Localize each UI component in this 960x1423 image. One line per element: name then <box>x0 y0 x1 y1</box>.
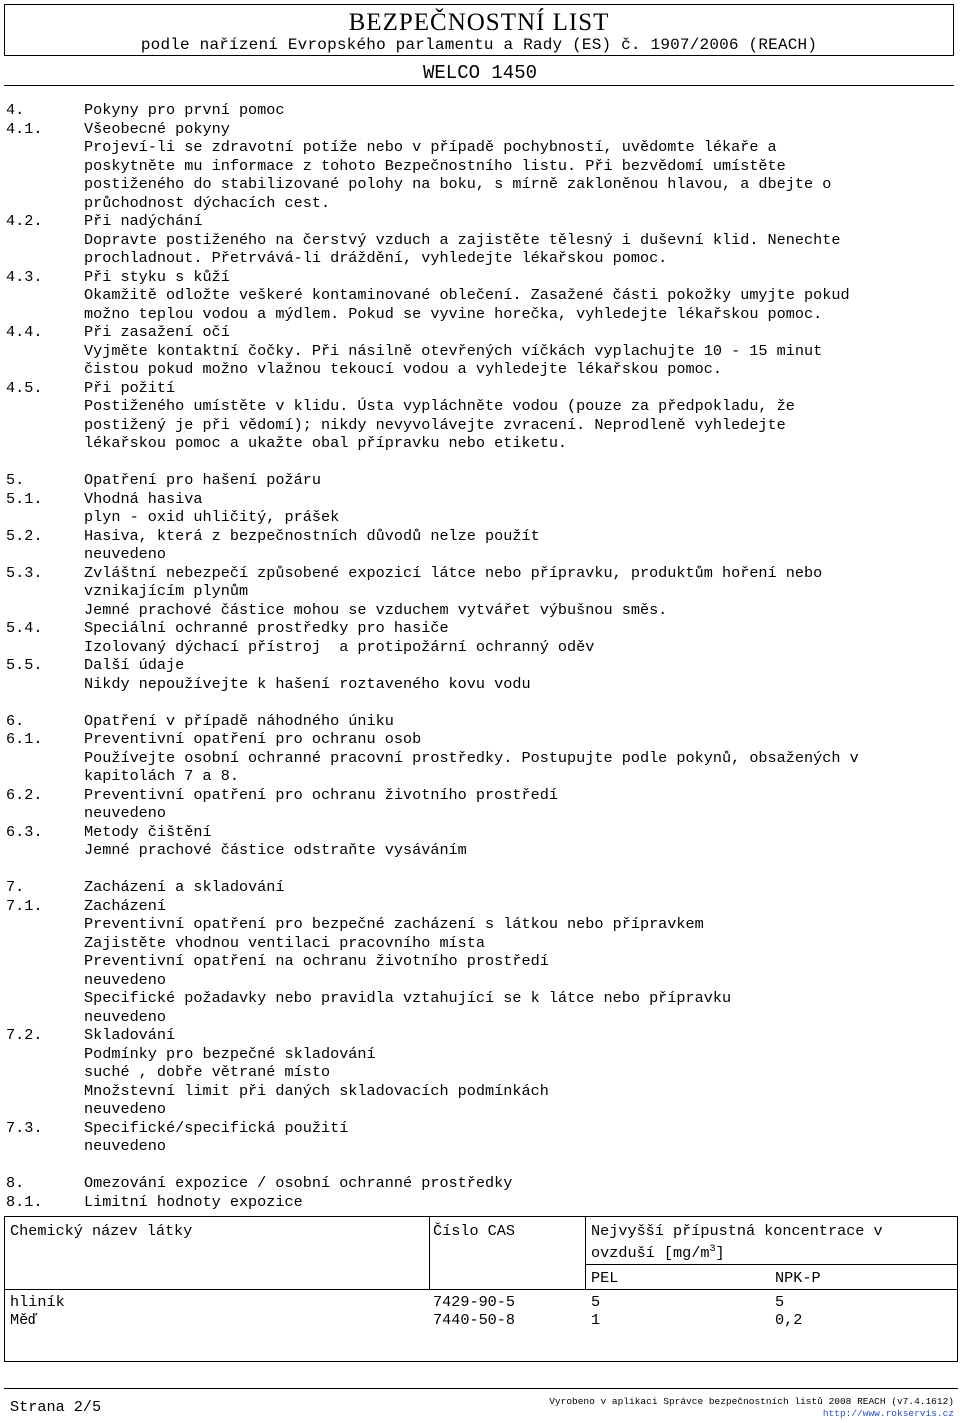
line-text: Opatření pro hašení požáru <box>84 471 321 489</box>
section-text <box>6 342 956 361</box>
line-text: Používejte osobní ochranné pracovní prostředky. Postupujte podle pokynů, obsažených v <box>84 748 859 767</box>
line-text: Další údaje <box>84 656 185 674</box>
section-text <box>6 397 956 416</box>
line-text: Zajistěte vhodnou ventilaci pracovního místa <box>84 933 486 952</box>
section-text <box>6 1100 956 1119</box>
line-text: Jemné prachové částice mohou se vzduchem vytvářet výbušnou směs. <box>84 600 668 619</box>
line-text: čistou pokud možno vlažnou tekoucí vodou a vyhledejte lékařskou pomoc. <box>84 360 722 378</box>
line-text: neuvedeno <box>84 1100 167 1118</box>
table-cell-npk: 0,2 <box>775 1311 803 1329</box>
line-text: Preventivní opatření pro ochranu životního prostředí <box>84 785 558 804</box>
line-text: neuvedeno <box>84 1137 167 1155</box>
line-text: Množstevní limit při daných skladovacích podmínkách <box>84 1081 549 1100</box>
line-text: vznikajícím plynům <box>84 582 249 600</box>
section-number: 5.3. <box>6 563 43 582</box>
line-text: Při zasažení očí <box>84 323 230 341</box>
line-text: Jemné prachové částice odstraňte vysáváním <box>84 841 467 859</box>
line-text: Při styku s kůží <box>84 267 230 286</box>
document-title: BEZPEČNOSTNÍ LIST <box>348 9 610 36</box>
section-text <box>6 434 956 453</box>
line-text: Všeobecné pokyny <box>84 119 230 138</box>
table-cell-name: Měď <box>10 1311 38 1329</box>
section-heading <box>6 490 956 509</box>
section-heading <box>6 564 956 583</box>
line-text: neuvedeno <box>84 804 167 822</box>
footer-divider <box>4 1388 958 1389</box>
section-text <box>6 582 956 601</box>
exposure-limits-table <box>4 1216 958 1362</box>
table-cell-pel: 1 <box>591 1311 601 1329</box>
section-text <box>6 915 956 934</box>
footer-link[interactable]: http://www.rokservis.cz <box>822 1408 954 1419</box>
line-text: Specifické požadavky nebo pravidla vztahující se k látce nebo přípravku <box>84 989 732 1007</box>
document-body <box>6 101 956 1211</box>
line-text: Metody čištění <box>84 822 212 841</box>
section-text <box>6 601 956 620</box>
section-number: 6.2. <box>6 785 43 804</box>
section-text <box>6 157 956 176</box>
table-cell-cas: 7440-50-8 <box>433 1311 516 1329</box>
line-text: lékařskou pomoc a ukažte obal přípravku nebo etiketu. <box>84 434 568 452</box>
section-text <box>6 989 956 1008</box>
line-text: Dopravte postiženého na čerstvý vzduch a zajistěte tělesný i duševní klid. Nenechte <box>84 230 841 249</box>
table-header-limit-line1: Nejvyšší přípustná koncentrace v <box>591 1222 883 1240</box>
section-heading <box>6 527 956 546</box>
section-text <box>6 416 956 435</box>
line-text: Preventivní opatření pro ochranu osob <box>84 730 422 748</box>
section-gap <box>6 693 956 712</box>
line-text: Pokyny pro první pomoc <box>84 101 285 119</box>
section-text <box>6 231 956 250</box>
section-number: 8.1. <box>6 1192 43 1211</box>
section-text <box>6 841 956 860</box>
line-text: postiženého do stabilizované polohy na boku, s mírně zakloněnou hlavou, a dbejte o <box>84 175 832 193</box>
unit-bracket: ] <box>715 1243 725 1262</box>
table-cell-npk: 5 <box>775 1293 785 1311</box>
table-header-limit-line2 <box>591 1241 883 1263</box>
line-text: Při nadýchání <box>84 212 203 230</box>
section-heading <box>6 786 956 805</box>
section-text <box>6 675 956 694</box>
section-heading <box>6 212 956 231</box>
document-header <box>4 4 954 56</box>
section-heading <box>6 101 956 120</box>
section-number: 4.1. <box>6 119 43 138</box>
line-text: Podmínky pro bezpečné skladování <box>84 1044 376 1063</box>
line-text: Speciální ochranné prostředky pro hasiče <box>84 619 449 637</box>
section-heading <box>6 1026 956 1045</box>
footer-credits <box>534 1396 954 1420</box>
line-text: průchodnost dýchacích cest. <box>84 193 331 212</box>
section-number: 8. <box>6 1174 25 1192</box>
section-text <box>6 767 956 786</box>
section-text <box>6 305 956 324</box>
section-gap <box>6 453 956 472</box>
section-number: 6.3. <box>6 822 43 841</box>
section-heading <box>6 730 956 749</box>
table-divider <box>585 1217 586 1289</box>
section-gap <box>6 1156 956 1175</box>
line-text: Okamžitě odložte veškeré kontaminované oblečení. Zasažené části pokožky umyjte pokud <box>84 286 850 304</box>
table-header-divider <box>5 1289 957 1290</box>
section-text <box>6 175 956 194</box>
line-text: plyn - oxid uhličitý, prášek <box>84 508 340 526</box>
section-heading <box>6 323 956 342</box>
line-text: Nikdy nepoužívejte k hašení roztaveného kovu vodu <box>84 674 531 693</box>
section-heading <box>6 471 956 490</box>
table-header-pel: PEL <box>591 1269 619 1287</box>
section-heading <box>6 1174 956 1193</box>
line-text: Skladování <box>84 1026 176 1044</box>
header-divider <box>4 85 954 86</box>
line-text: postižený je při vědomí); nikdy nevyvolávejte zvracení. Neprodleně vyhledejte <box>84 415 786 434</box>
section-number: 4. <box>6 101 25 119</box>
table-subheader-divider <box>585 1264 957 1265</box>
table-cell-cas: 7429-90-5 <box>433 1293 516 1311</box>
line-text: prochladnout. Přetrvává-li dráždění, vyhledejte lékařskou pomoc. <box>84 249 668 267</box>
line-text: Preventivní opatření pro bezpečné zacházení s látkou nebo přípravkem <box>84 915 704 933</box>
section-text <box>6 138 956 157</box>
line-text: poskytněte mu informace z tohoto Bezpečnostního listu. Při bezvědomí umístěte <box>84 156 786 175</box>
line-text: Při požití <box>84 378 176 397</box>
section-text <box>6 952 956 971</box>
section-text <box>6 971 956 990</box>
line-text: Preventivní opatření na ochranu životního prostředí <box>84 952 549 970</box>
section-number: 7. <box>6 878 25 896</box>
section-text <box>6 934 956 953</box>
product-name: WELCO 1450 <box>422 62 538 84</box>
section-text <box>6 749 956 768</box>
section-text <box>6 1045 956 1064</box>
table-header-npk: NPK-P <box>775 1269 821 1287</box>
section-text <box>6 545 956 564</box>
section-heading <box>6 712 956 731</box>
table-header-cas: Číslo CAS <box>433 1222 516 1240</box>
table-divider <box>429 1217 430 1289</box>
line-text: suché , dobře větrané místo <box>84 1063 331 1081</box>
line-text: Izolovaný dýchací přístroj a protipožární ochranný oděv <box>84 637 595 656</box>
section-heading <box>6 823 956 842</box>
section-text <box>6 286 956 305</box>
section-number: 5.1. <box>6 489 43 508</box>
generator-text: Vyrobeno v aplikaci Správce bezpečnostních listů 2008 REACH (v7.4.1612) <box>549 1396 954 1407</box>
section-text <box>6 1082 956 1101</box>
line-text: Opatření v případě náhodného úniku <box>84 711 394 730</box>
line-text: Vhodná hasiva <box>84 489 203 508</box>
section-heading <box>6 1119 956 1138</box>
unit-superscript: 3 <box>709 1243 716 1255</box>
line-text: neuvedeno <box>84 970 167 989</box>
line-text: Zvláštní nebezpečí způsobené expozicí látce nebo přípravku, produktům hoření nebo <box>84 563 823 582</box>
section-number: 7.1. <box>6 896 43 915</box>
line-text: Postiženého umístěte v klidu. Ústa vypláchněte vodou (pouze za předpokladu, že <box>84 397 795 415</box>
section-text <box>6 1137 956 1156</box>
line-text: možno teplou vodou a mýdlem. Pokud se vyvine horečka, vyhledejte lékařskou pomoc. <box>84 304 823 323</box>
page-number: Strana 2/5 <box>10 1398 102 1416</box>
line-text: Zacházení a skladování <box>84 878 285 896</box>
line-text: Zacházení <box>84 896 167 915</box>
section-heading <box>6 268 956 287</box>
table-cell-name: hliník <box>10 1293 65 1311</box>
section-heading <box>6 379 956 398</box>
section-heading <box>6 619 956 638</box>
section-text <box>6 508 956 527</box>
section-heading <box>6 897 956 916</box>
section-text <box>6 1008 956 1027</box>
document-subtitle: podle nařízení Evropského parlamentu a Rady (ES) č. 1907/2006 (REACH) <box>140 36 818 54</box>
section-number: 4.4. <box>6 323 43 341</box>
section-heading <box>6 878 956 897</box>
section-heading <box>6 656 956 675</box>
line-text: neuvedeno <box>84 1007 167 1026</box>
section-number: 6.1. <box>6 730 43 748</box>
section-number: 4.2. <box>6 212 43 230</box>
line-text: Omezování expozice / osobní ochranné prostředky <box>84 1174 513 1192</box>
section-number: 4.3. <box>6 267 43 286</box>
section-text <box>6 1063 956 1082</box>
line-text: Specifické/specifická použití <box>84 1118 349 1137</box>
line-text: Limitní hodnoty expozice <box>84 1192 303 1211</box>
line-text: Hasiva, která z bezpečnostních důvodů nelze použít <box>84 526 540 545</box>
section-heading <box>6 1193 956 1212</box>
section-text <box>6 249 956 268</box>
unit-text: ovzduší [mg/m <box>591 1243 710 1262</box>
section-text <box>6 360 956 379</box>
table-header-name: Chemický název látky <box>10 1222 193 1240</box>
section-text <box>6 804 956 823</box>
section-number: 7.3. <box>6 1118 43 1137</box>
section-number: 5.4. <box>6 619 43 637</box>
table-header-limit <box>591 1222 883 1262</box>
section-number: 5. <box>6 471 25 489</box>
section-text <box>6 194 956 213</box>
section-number: 7.2. <box>6 1026 43 1044</box>
line-text: neuvedeno <box>84 545 167 563</box>
line-text: Projeví-li se zdravotní potíže nebo v případě pochybností, uvědomte lékaře a <box>84 138 777 156</box>
section-text <box>6 638 956 657</box>
section-number: 4.5. <box>6 378 43 397</box>
section-gap <box>6 860 956 879</box>
section-number: 5.5. <box>6 656 43 674</box>
section-number: 6. <box>6 711 25 730</box>
line-text: Vyjměte kontaktní čočky. Při násilně otevřených víčkách vyplachujte 10 - 15 minut <box>84 341 823 360</box>
table-cell-pel: 5 <box>591 1293 601 1311</box>
line-text: kapitolách 7 a 8. <box>84 767 239 785</box>
section-number: 5.2. <box>6 526 43 545</box>
section-heading <box>6 120 956 139</box>
